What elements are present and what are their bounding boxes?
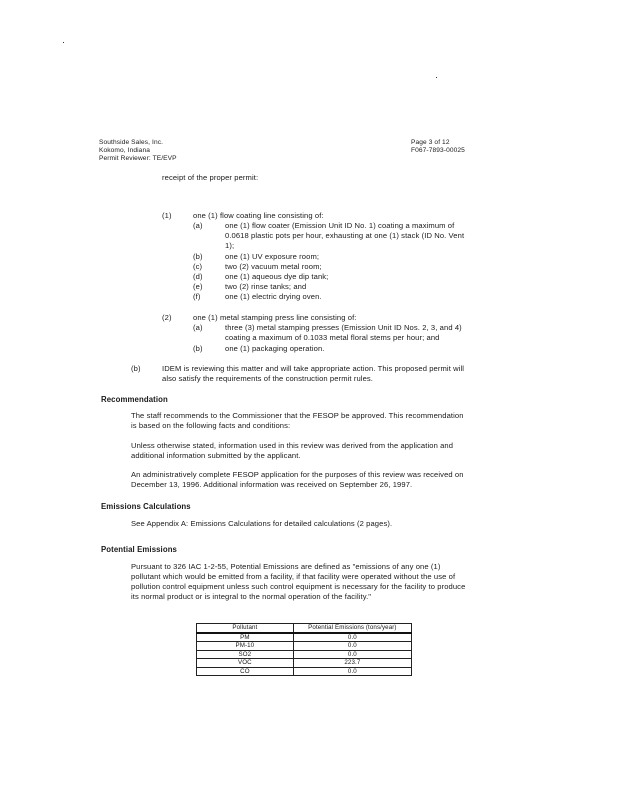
emissions-text: See Appendix A: Emissions Calculations for detailed calculations (2 pages). xyxy=(131,519,393,528)
list1-item-text: one (1) electric drying oven. xyxy=(225,292,322,301)
list1-item-key: (f) xyxy=(193,292,201,301)
page-header-left xyxy=(99,139,177,163)
table-row xyxy=(197,650,412,659)
header-reviewer: Permit Reviewer: TE/EVP xyxy=(99,155,177,162)
list2-item-key: (a) xyxy=(193,323,203,332)
list2-item-key: (b) xyxy=(193,344,203,353)
list1-item-text: two (2) rinse tanks; and xyxy=(225,282,307,291)
list1-item-text: one (1) UV exposure room; xyxy=(225,252,320,261)
column-header-pollutant: Pollutant xyxy=(197,624,294,633)
list1-item-text: two (2) vacuum metal room; xyxy=(225,262,322,271)
list2-number: (2) xyxy=(162,313,172,322)
table-header-row xyxy=(197,624,412,633)
pollutant-cell: SO2 xyxy=(197,650,294,659)
recommendation-p2-line: Unless otherwise stated, information used in this review was derived from the application and xyxy=(131,441,454,450)
potential-line: pollutant which would be emitted from a facility, if that facility were operated without the use of xyxy=(131,572,456,581)
header-company: Southside Sales, Inc. xyxy=(99,139,164,146)
pollutant-cell: PM xyxy=(197,633,294,642)
list1-lead: one (1) flow coating line consisting of: xyxy=(193,211,324,220)
potential-line: Pursuant to 326 IAC 1-2-55, Potential Emissions are defined as "emissions of any one (1) xyxy=(131,562,441,571)
value-cell: 0.0 xyxy=(293,642,411,651)
recommendation-heading: Recommendation xyxy=(101,395,168,404)
list1-item-line: one (1) flow coater (Emission Unit ID No. 1) coating a maximum of xyxy=(225,221,455,230)
value-cell: 0.0 xyxy=(293,633,411,642)
pollutant-cell: PM-10 xyxy=(197,642,294,651)
value-cell: 223.7 xyxy=(293,659,411,668)
potential-line: its normal product or is integral to the normal operation of the facility." xyxy=(131,592,372,601)
list1-item-key: (a) xyxy=(193,221,203,230)
list2-item-text: coating a maximum of 0.1033 metal floral stems per hour; and xyxy=(225,333,440,342)
item-b-key: (b) xyxy=(131,364,141,373)
recommendation-p1-line: is based on the following facts and conditions: xyxy=(131,421,291,430)
list1-item-line: 1); xyxy=(225,241,235,250)
list1-item-key: (c) xyxy=(193,262,203,271)
potential-heading: Potential Emissions xyxy=(101,545,177,554)
list1-item-key: (d) xyxy=(193,272,203,281)
item-b-line: IDEM is reviewing this matter and will take appropriate action. This proposed permit will xyxy=(162,364,465,373)
list2-item-text: three (3) metal stamping presses (Emission Unit ID Nos. 2, 3, and 4) xyxy=(225,323,462,332)
intro-text: receipt of the proper permit: xyxy=(162,173,259,182)
recommendation-p2-line: additional information submitted by the applicant. xyxy=(131,451,301,460)
scan-speck xyxy=(63,42,64,43)
table-row xyxy=(197,633,412,642)
potential-line: pollution control equipment unless such control equipment is necessary for the facility to produce xyxy=(131,582,466,591)
recommendation-p3-line: An administratively complete FESOP application for the purposes of this review was received on xyxy=(131,470,464,479)
table-row xyxy=(197,659,412,668)
emissions-table xyxy=(196,623,412,676)
table-row xyxy=(197,667,412,676)
list1-item-key: (b) xyxy=(193,252,203,261)
value-cell: 0.0 xyxy=(293,667,411,676)
item-b-line: also satisfy the requirements of the construction permit rules. xyxy=(162,374,374,383)
page-header-right xyxy=(411,139,465,155)
header-page-number: Page 3 of 12 xyxy=(411,139,450,146)
list1-item-text: one (1) aqueous dye dip tank; xyxy=(225,272,329,281)
list2-item-text: one (1) packaging operation. xyxy=(225,344,325,353)
list2-lead: one (1) metal stamping press line consisting of: xyxy=(193,313,357,322)
list1-number: (1) xyxy=(162,211,172,220)
header-permit-id: F067-7893-00025 xyxy=(411,147,465,154)
list1-item-line: 0.0618 plastic pots per hour, exhausting at one (1) stack (ID No. Vent xyxy=(225,231,465,240)
pollutant-cell: VOC xyxy=(197,659,294,668)
table-row xyxy=(197,642,412,651)
emissions-heading: Emissions Calculations xyxy=(101,502,191,511)
list1-item-key: (e) xyxy=(193,282,203,291)
recommendation-p3-line: December 13, 1996. Additional information was received on September 26, 1997. xyxy=(131,480,413,489)
column-header-potential: Potential Emissions (tons/year) xyxy=(293,624,411,633)
scan-speck xyxy=(436,77,437,78)
list1-item-text xyxy=(225,221,525,251)
header-location: Kokomo, Indiana xyxy=(99,147,150,154)
recommendation-p1-line: The staff recommends to the Commissioner that the FESOP be approved. This recommendation xyxy=(131,411,464,420)
pollutant-cell: CO xyxy=(197,667,294,676)
value-cell: 0.0 xyxy=(293,650,411,659)
